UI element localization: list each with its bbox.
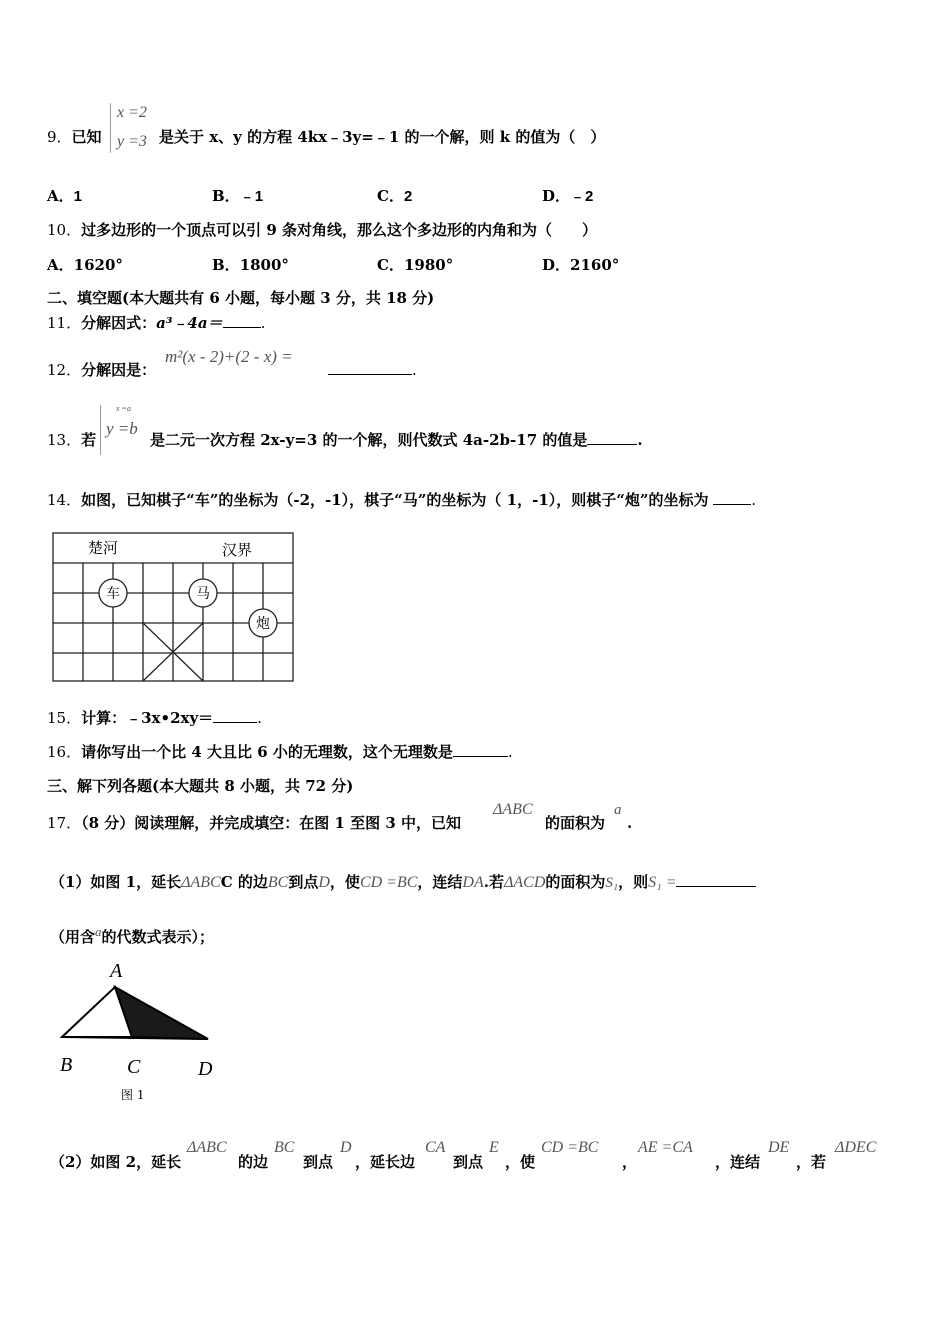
q17-a: a (614, 802, 622, 818)
section-3-heading: 三、解下列各题(本大题共 8 小题，共 72 分) (47, 777, 354, 795)
q-text: 已知 (71, 128, 102, 146)
answer-blank[interactable] (587, 430, 637, 445)
equation-brace (110, 103, 111, 153)
piece-pao: 炮 (256, 616, 270, 632)
math-cd-bc: CD =BC (541, 1139, 599, 1156)
q13-sys-1: x =a (116, 404, 131, 413)
question-15: 15．计算：﹣3x•2xy＝ . (47, 709, 262, 727)
period: . (627, 814, 633, 832)
q9-option-a[interactable]: A．1 (47, 187, 82, 205)
math-bc: BC (274, 1139, 295, 1156)
section-2-heading: 二、填空题(本大题共有 6 小题，每小题 3 分，共 18 分) (47, 289, 435, 307)
q9-sys-1: x =2 (117, 104, 147, 121)
q9-option-b[interactable]: B．﹣1 (212, 187, 264, 205)
answer-blank[interactable] (713, 490, 751, 505)
question-12: 12．分解因是： (47, 361, 157, 379)
board-label-chuhe: 楚河 (88, 539, 119, 557)
answer-blank[interactable] (223, 313, 261, 328)
question-13: 13．若 (47, 431, 97, 449)
q17-part-1-note: （用含a的代数式表示）； (50, 924, 215, 946)
q9-option-d[interactable]: D．﹣2 (542, 187, 594, 205)
question-9 (47, 127, 102, 147)
q17-part-1: （1）如图 1，延长ΔABCC 的边BC到点D，使CD =BC，连结DA.若ΔACD的面积为S₁，则S₁ = (50, 872, 756, 893)
text: 的边 (238, 1153, 269, 1171)
q9-text: 是关于 x、y 的方程 4kx﹣3y=﹣1 的一个解，则 k 的值为（ ） (159, 128, 606, 146)
q10-option-b[interactable]: B．1800° (212, 256, 289, 274)
question-17: 17．（8 分）阅读理解，并完成填空：在图 1 至图 3 中，已知 (47, 814, 462, 832)
equation-brace (100, 405, 101, 455)
text: ，使 (505, 1153, 536, 1171)
math-ae-ca: AE =CA (638, 1139, 693, 1156)
question-14: 14．如图，已知棋子“车”的坐标为（-2，-1），棋子“马”的坐标为（ 1，-1），则棋子“炮”的坐标为 . (47, 491, 757, 509)
answer-blank[interactable] (328, 360, 412, 375)
chess-board-figure (50, 530, 300, 686)
q-num: 9． (47, 128, 72, 146)
q10-option-c[interactable]: C．1980° (377, 256, 454, 274)
math-e: E (489, 1139, 499, 1156)
q12-answer: . (328, 360, 417, 380)
board-label-hanjie: 汉界 (222, 541, 253, 559)
text: 到点 (303, 1153, 334, 1171)
point-b-label: B (60, 1054, 73, 1076)
question-16: 16．请你写出一个比 4 大且比 6 小的无理数，这个无理数是 . (47, 743, 513, 761)
point-a-label: A (110, 960, 123, 982)
piece-che: 车 (106, 586, 120, 602)
text: ，连结 (715, 1153, 761, 1171)
text: ，延长边 (355, 1153, 416, 1171)
math-abc: ΔABC (187, 1139, 227, 1156)
q17-text-2: 的面积为 (545, 814, 606, 832)
math-d: D (340, 1139, 352, 1156)
figure-1-triangle (55, 955, 245, 1085)
text: 到点 (453, 1153, 484, 1171)
q13-text: 是二元一次方程 2x-y=3 的一个解，则代数式 4a-2b-17 的值是 . (150, 431, 643, 449)
piece-ma: 马 (196, 586, 210, 602)
answer-blank[interactable] (453, 742, 508, 757)
answer-blank[interactable] (676, 872, 756, 887)
point-d-label: D (198, 1058, 213, 1080)
math-de: DE (768, 1139, 790, 1156)
point-c-label: C (127, 1056, 141, 1078)
q10-option-d[interactable]: D．2160° (542, 256, 620, 274)
q10-option-a[interactable]: A．1620° (47, 256, 123, 274)
q12-expression: m²(x - 2)+(2 - x) = (165, 347, 293, 366)
text: ，若 (796, 1153, 827, 1171)
q17-triangle-abc: ΔABC (493, 801, 533, 818)
answer-blank[interactable] (213, 708, 257, 723)
q13-sys-2: y =b (106, 419, 138, 438)
q9-option-c[interactable]: C．2 (377, 187, 413, 205)
math-ca: CA (425, 1139, 446, 1156)
q9-sys-2: y =3 (117, 133, 147, 150)
math-dec: ΔDEC (835, 1139, 877, 1156)
text: ， (622, 1153, 638, 1171)
figure-1-caption: 图 1 (121, 1088, 145, 1102)
q17-part-2: （2）如图 2，延长 (50, 1153, 182, 1171)
question-10: 10．过多边形的一个顶点可以引 9 条对角线，那么这个多边形的内角和为（ ） (47, 221, 597, 239)
question-11: 11．分解因式：a³﹣4a＝ . (47, 314, 266, 332)
